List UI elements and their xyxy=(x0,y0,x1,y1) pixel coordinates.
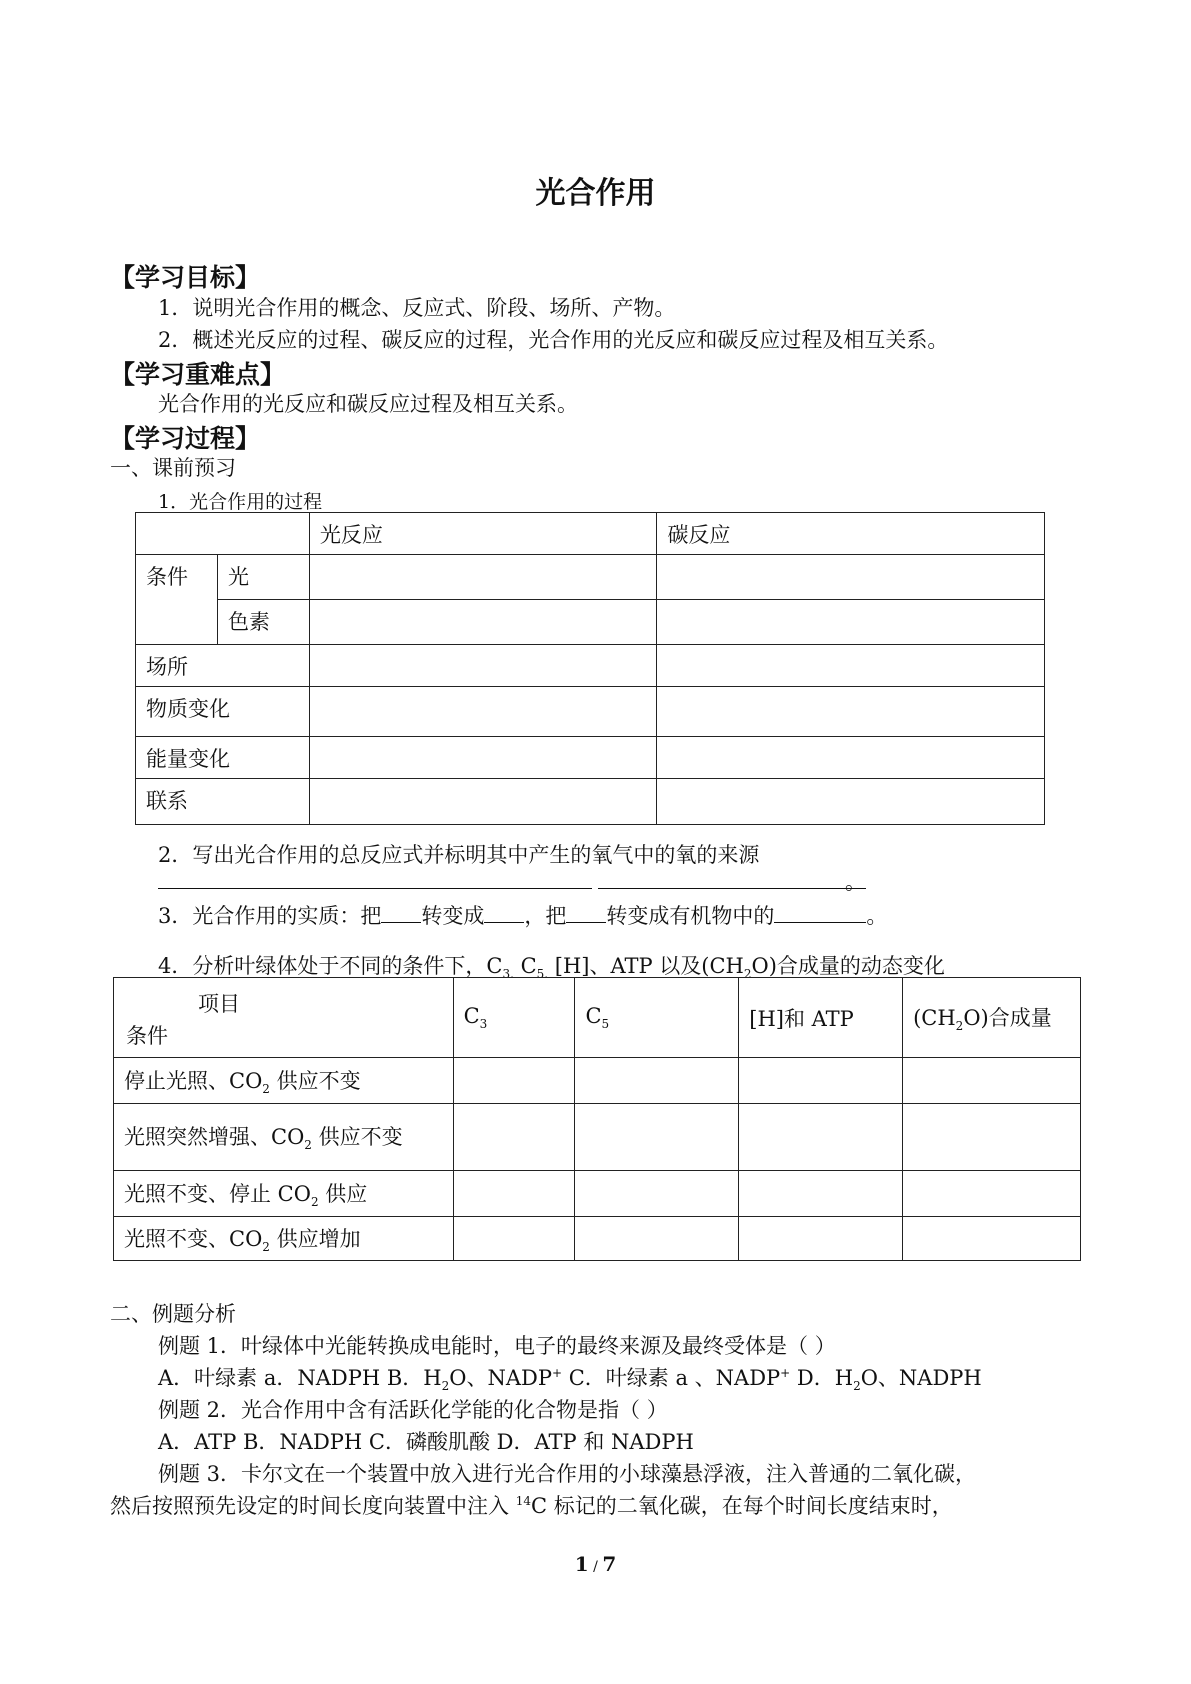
row-text: 供应不变 xyxy=(269,1068,361,1093)
table-row xyxy=(136,555,1045,600)
row-label-light: 光 xyxy=(217,555,309,600)
subscript: 2 xyxy=(262,1240,270,1255)
subscript: 3. xyxy=(502,967,514,982)
option-text: O、NADP xyxy=(449,1366,552,1390)
item-1-label: 1．光合作用的过程 xyxy=(158,491,323,513)
total-pages: 7 xyxy=(602,1552,617,1576)
examples-heading: 二、例题分析 xyxy=(110,1302,236,1326)
header-ch2o-text: (CH xyxy=(913,1005,956,1030)
row-text: 供应 xyxy=(318,1181,368,1206)
table-row xyxy=(114,1058,1081,1104)
header-ch2o-text: O)合成量 xyxy=(963,1005,1052,1030)
table-cell xyxy=(657,555,1045,600)
item-3-text: ，把 xyxy=(524,904,567,928)
photosynthesis-process-table xyxy=(135,512,1045,825)
row-text: 光照不变、CO xyxy=(124,1226,263,1251)
example-1-options xyxy=(158,1362,982,1393)
row-condition xyxy=(114,1171,454,1217)
example-2: 例题 2．光合作用中含有活跃化学能的化合物是指（ ） xyxy=(158,1398,668,1422)
header-ch2o xyxy=(903,978,1081,1058)
table-cell xyxy=(657,645,1045,687)
table-cell xyxy=(575,1217,739,1261)
header-c3 xyxy=(453,978,575,1058)
table-cell xyxy=(136,513,310,555)
table-cell xyxy=(575,1171,739,1217)
process-heading: 【学习过程】 xyxy=(110,424,261,453)
example-1: 例题 1．叶绿体中光能转换成电能时，电子的最终来源及最终受体是（ ） xyxy=(158,1334,836,1358)
superscript: 14 xyxy=(515,1494,531,1508)
goals-heading: 【学习目标】 xyxy=(110,263,261,292)
table-cell xyxy=(657,779,1045,825)
answer-blank[interactable] xyxy=(566,900,606,923)
table-cell xyxy=(453,1104,575,1171)
row-text: 供应增加 xyxy=(269,1226,361,1251)
item-3-text: 转变成 xyxy=(421,904,485,928)
table-cell xyxy=(739,1217,903,1261)
header-item: 项目 xyxy=(198,992,240,1016)
answer-blank[interactable] xyxy=(598,866,866,894)
table-cell xyxy=(453,1058,575,1104)
header-c5 xyxy=(575,978,739,1058)
table-header-row xyxy=(114,978,1081,1058)
example-text: C 标记的二氧化碳，在每个时间长度结束时， xyxy=(530,1494,953,1518)
option-text: A．叶绿素 a．NADPH B．H xyxy=(158,1366,442,1390)
subscript: 2 xyxy=(441,1379,450,1394)
page-title: 光合作用 xyxy=(535,176,656,211)
row-label-relation: 联系 xyxy=(136,779,310,825)
item-2-text: 2．写出光合作用的总反应式并标明其中产生的氧气中的氧的来源 xyxy=(158,843,760,867)
item-4-part: 4．分析叶绿体处于不同的条件下，C xyxy=(158,954,503,978)
current-page: 1 xyxy=(574,1552,589,1576)
example-3-line-2 xyxy=(110,1490,953,1520)
superscript: + xyxy=(780,1366,791,1380)
table-cell xyxy=(575,1058,739,1104)
goal-1: 1．说明光合作用的概念、反应式、阶段、场所、产物。 xyxy=(158,296,676,320)
page-separator: / xyxy=(588,1559,603,1575)
table-row xyxy=(114,1171,1081,1217)
table-cell xyxy=(309,779,657,825)
table-row xyxy=(136,645,1045,687)
item-2-answer-line[interactable] xyxy=(158,866,866,894)
answer-blank[interactable] xyxy=(381,900,421,923)
item-3-line xyxy=(158,900,887,930)
header-carbon-reaction: 碳反应 xyxy=(657,513,1045,555)
row-text: 停止光照、CO xyxy=(124,1068,263,1093)
option-text: O、NADPH xyxy=(860,1366,982,1390)
row-text: 光照突然增强、CO xyxy=(124,1125,305,1150)
key-heading: 【学习重难点】 xyxy=(110,360,286,389)
superscript: + xyxy=(551,1366,563,1380)
item-4-part: C xyxy=(513,954,537,978)
table-cell xyxy=(453,1217,575,1261)
subscript: 5. xyxy=(536,967,549,982)
table-cell xyxy=(739,1104,903,1171)
table-cell xyxy=(453,1171,575,1217)
subscript: 2 xyxy=(743,967,752,982)
table-row xyxy=(114,1104,1081,1171)
subscript: 2 xyxy=(304,1138,312,1153)
table-cell xyxy=(739,1058,903,1104)
subscript: 3 xyxy=(479,1017,488,1032)
table-cell xyxy=(309,645,657,687)
row-label-place: 场所 xyxy=(136,645,310,687)
example-text: 然后按照预先设定的时间长度向装置中注入 xyxy=(110,1494,516,1518)
item-4-part: O)合成量的动态变化 xyxy=(751,954,945,978)
header-c5-text: C xyxy=(585,1003,602,1028)
table-row xyxy=(136,600,1045,645)
subscript: 2 xyxy=(262,1082,270,1097)
row-label-condition: 条件 xyxy=(136,555,218,645)
table-cell xyxy=(903,1058,1081,1104)
item-4-part: [H]、ATP 以及(CH xyxy=(548,954,744,978)
row-label-pigment: 色素 xyxy=(217,600,309,645)
table-cell xyxy=(739,1171,903,1217)
table-cell xyxy=(903,1171,1081,1217)
row-condition xyxy=(114,1217,454,1261)
answer-blank[interactable] xyxy=(158,866,592,889)
item-3-text: 3．光合作用的实质：把 xyxy=(158,904,382,928)
table-cell xyxy=(657,600,1045,645)
table-cell xyxy=(575,1104,739,1171)
table-cell xyxy=(309,555,657,600)
preview-heading: 一、课前预习 xyxy=(110,456,236,480)
table-cell xyxy=(903,1104,1081,1171)
table-row xyxy=(136,687,1045,737)
header-light-reaction: 光反应 xyxy=(309,513,657,555)
option-text: D．H xyxy=(790,1366,854,1390)
item-3-text: 转变成有机物中的 xyxy=(606,904,775,928)
key-text: 光合作用的光反应和碳反应过程及相互关系。 xyxy=(158,392,578,416)
example-3-line-1: 例题 3．卡尔文在一个装置中放入进行光合作用的小球藻悬浮液，注入普通的二氧化碳， xyxy=(158,1462,977,1486)
header-item-condition xyxy=(114,978,454,1058)
table-cell xyxy=(309,687,657,737)
dynamic-change-table xyxy=(113,977,1081,1261)
table-row xyxy=(114,1217,1081,1261)
row-label-matter-change: 物质变化 xyxy=(136,687,310,737)
table-header-row xyxy=(136,513,1045,555)
goal-2: 2．概述光反应的过程、碳反应的过程，光合作用的光反应和碳反应过程及相互关系。 xyxy=(158,328,949,352)
option-text: C．叶绿素 a 、NADP xyxy=(562,1366,781,1390)
row-text: 光照不变、停止 CO xyxy=(124,1181,311,1206)
period: 。 xyxy=(845,870,866,894)
table-cell xyxy=(657,737,1045,779)
item-3-text: 。 xyxy=(866,904,888,928)
subscript: 2 xyxy=(310,1195,319,1210)
answer-blank[interactable] xyxy=(484,900,524,923)
row-condition xyxy=(114,1058,454,1104)
subscript: 2 xyxy=(955,1019,964,1034)
subscript: 2 xyxy=(853,1379,861,1394)
table-cell xyxy=(903,1217,1081,1261)
table-row xyxy=(136,779,1045,825)
table-row xyxy=(136,737,1045,779)
row-text: 供应不变 xyxy=(311,1125,403,1150)
example-2-options: A．ATP B．NADPH C．磷酸肌酸 D．ATP 和 NADPH xyxy=(158,1430,694,1454)
header-c3-text: C xyxy=(463,1003,480,1028)
table-cell xyxy=(309,600,657,645)
page-number xyxy=(0,1552,1191,1576)
header-h-atp: [H]和 ATP xyxy=(739,978,903,1058)
row-condition xyxy=(114,1104,454,1171)
subscript: 5 xyxy=(601,1017,610,1032)
answer-blank[interactable] xyxy=(774,900,866,923)
table-cell xyxy=(309,737,657,779)
row-label-energy-change: 能量变化 xyxy=(136,737,310,779)
header-condition: 条件 xyxy=(126,1024,168,1048)
table-cell xyxy=(657,687,1045,737)
